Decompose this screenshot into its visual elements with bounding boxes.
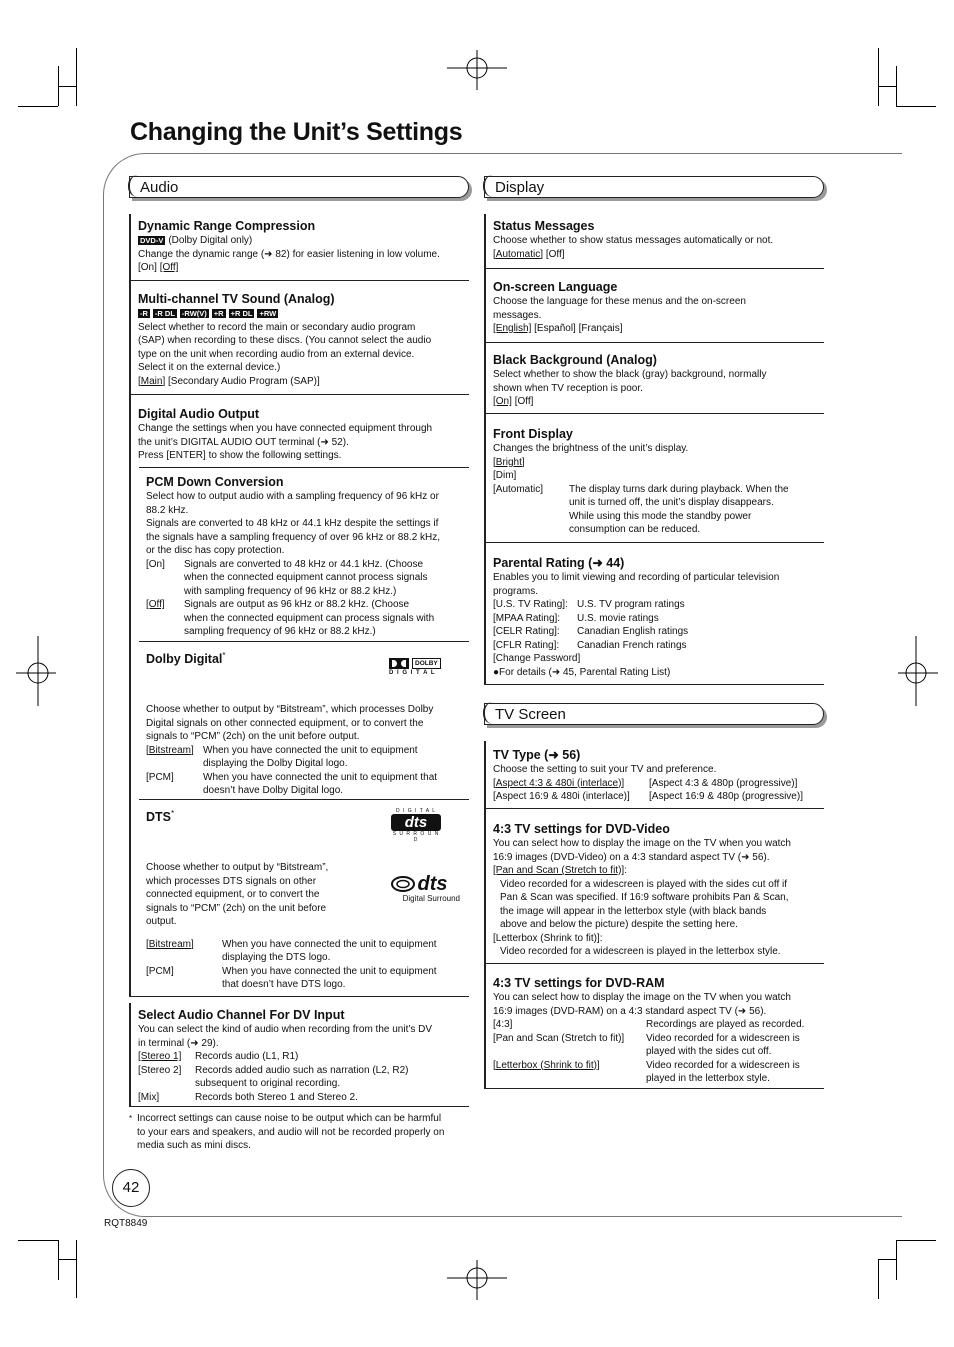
logo-text: D I G I T A L <box>389 670 436 676</box>
disc-badge: -RW(V) <box>181 309 207 318</box>
option-desc: Records added audio such as narration (L2, R2) <box>195 1064 409 1076</box>
setting-desc: Change the dynamic range (➜ 82) for easier listening in low volume. <box>138 248 440 260</box>
logo-text: DOLBY <box>412 658 441 669</box>
option-mpaa-rating: [MPAA Rating]: <box>493 612 561 624</box>
dolby-digital-logo <box>389 658 447 676</box>
logo-text: S U R R O U N D <box>392 831 440 843</box>
option-desc: with sampling frequency of 96 kHz or 88.2 kHz.) <box>184 585 397 597</box>
setting-dv-input <box>129 1003 469 1107</box>
setting-title: Digital Audio Output <box>138 407 260 421</box>
option-automatic: [Automatic] <box>493 248 544 260</box>
option-on: [On] <box>138 262 157 273</box>
option-sap: [Secondary Audio Program (SAP)] <box>168 375 320 387</box>
setting-43-dvd-video <box>484 809 824 964</box>
option-celr-rating: [CELR Rating]: <box>493 626 560 637</box>
setting-parental-rating <box>484 543 824 685</box>
footnote-mark: * <box>222 651 226 660</box>
option-desc: displaying the Dolby Digital logo. <box>203 758 348 770</box>
option-bitstream: [Bitstream] <box>146 938 194 950</box>
setting-status-messages <box>484 214 824 269</box>
option-desc: consumption can be reduced. <box>569 524 701 535</box>
option-desc: displaying the DTS logo. <box>222 952 331 964</box>
option-us-tv-rating: [U.S. TV Rating]: <box>493 599 568 610</box>
setting-desc: You can select the kind of audio when recording from the unit’s DV <box>138 1024 433 1035</box>
punctuation: : <box>624 865 627 876</box>
setting-desc: Choose the language for these menus and the on-screen <box>493 296 746 307</box>
setting-desc: shown when TV reception is poor. <box>493 382 643 394</box>
crop-mark <box>58 1240 59 1280</box>
option-mix: [Mix] <box>138 1091 160 1103</box>
crop-mark <box>76 48 77 106</box>
option-desc: The display turns dark during playback. When the <box>569 483 789 495</box>
crop-mark <box>896 1240 936 1241</box>
registration-mark <box>447 1260 507 1300</box>
option-desc: subsequent to original recording. <box>195 1078 341 1089</box>
option-main: [Main] <box>138 375 166 387</box>
option-automatic: [Automatic] <box>493 483 544 495</box>
option-off: [Off] <box>514 396 534 407</box>
section-header-display <box>484 176 824 198</box>
option-francais: [Français] <box>578 323 623 334</box>
disc-badge: +R DL <box>230 309 253 318</box>
option-on: [On] <box>493 396 512 407</box>
setting-dynamic-range <box>129 214 469 281</box>
option-desc: U.S. movie ratings <box>577 612 659 624</box>
setting-title: Dolby Digital <box>146 652 223 667</box>
option-desc: When you have connected the unit to equipment <box>203 744 418 756</box>
option-pcm: [PCM] <box>146 771 174 783</box>
page-title: Changing the Unit’s Settings <box>130 118 463 146</box>
option-on: [On] <box>146 558 165 570</box>
setting-desc: Change the settings when you have connected equipment through <box>138 423 433 434</box>
option-pan-scan: [Pan and Scan (Stretch to fit)] <box>493 865 625 876</box>
setting-desc: Press [ENTER] to show the following settings. <box>138 450 342 461</box>
setting-desc: Enables you to limit viewing and recording of particular television <box>493 572 780 583</box>
setting-desc: programs. <box>493 585 539 597</box>
disc-badge: -R <box>140 309 148 318</box>
setting-dts <box>139 799 469 997</box>
option-desc: Video recorded for a widescreen is <box>646 1059 800 1071</box>
crop-mark <box>896 66 897 106</box>
option-43: [4:3] <box>493 1019 513 1030</box>
setting-desc: Select whether to show the black (gray) background, normally <box>493 369 767 380</box>
setting-black-background <box>484 343 824 414</box>
option-letterbox: [Letterbox (Shrink to fit)]: <box>493 932 603 944</box>
option-desc: sampling frequency of 96 kHz or 88.2 kHz.) <box>184 626 376 637</box>
setting-title: Status Messages <box>493 219 595 233</box>
option-letterbox: [Letterbox (Shrink to fit)] <box>493 1059 600 1071</box>
option-desc: Canadian French ratings <box>577 639 687 651</box>
option-desc: Signals are output as 96 kHz or 88.2 kHz. (Choose <box>184 599 410 610</box>
option-desc: unit is turned off, the unit’s display disappears. <box>569 497 774 508</box>
section-header-audio <box>129 176 469 198</box>
setting-desc: the signals have a sampling frequency of over 96 kHz or 88.2 kHz, <box>146 531 441 543</box>
option-desc: above and below the picture) despite the setting here. <box>500 919 738 930</box>
option-desc: When you have connected the unit to equipment <box>222 938 437 950</box>
option-desc: Records both Stereo 1 and Stereo 2. <box>195 1091 358 1103</box>
disc-badge: DVD-V <box>140 236 164 245</box>
footnote-text: Incorrect settings can cause noise to be output which can be harmful <box>137 1113 442 1124</box>
crop-mark <box>878 48 879 106</box>
crop-mark <box>58 86 76 87</box>
crop-mark <box>878 1259 879 1299</box>
option-english: [English] <box>493 323 532 334</box>
option-aspect-43-480i: [Aspect 4:3 & 480i (interlace)] <box>493 777 625 789</box>
setting-dolby-digital <box>139 641 469 799</box>
option-desc: when the connected equipment cannot process signals <box>184 572 428 583</box>
setting-onscreen-language <box>484 269 824 343</box>
details-note: ●For details (➜ 45, Parental Rating List) <box>493 666 671 678</box>
setting-desc: the unit’s DIGITAL AUDIO OUT terminal (➜ 52). <box>138 436 349 448</box>
setting-desc: 16:9 images (DVD-Video) on a 4:3 standard aspect TV (➜ 56). <box>493 851 770 863</box>
option-cflr-rating: [CFLR Rating]: <box>493 639 560 651</box>
option-desc: doesn’t have Dolby Digital logo. <box>203 785 344 797</box>
setting-pcm-down-conversion <box>139 467 469 641</box>
section-title: TV Screen <box>495 706 566 723</box>
setting-desc: (SAP) when recording to these discs. (You cannot select the audio <box>138 335 432 346</box>
setting-desc: 88.2 kHz. <box>146 504 189 516</box>
setting-desc: Choose whether to show status messages automatically or not. <box>493 235 774 246</box>
logo-text: dts <box>391 814 441 831</box>
crop-mark <box>58 1259 76 1260</box>
setting-title: Black Background (Analog) <box>493 353 657 367</box>
setting-desc: You can select how to display the image on the TV when you watch <box>493 992 791 1003</box>
option-desc: U.S. TV program ratings <box>577 599 685 610</box>
setting-desc: which processes DTS signals on other <box>146 875 317 887</box>
option-pan-scan: [Pan and Scan (Stretch to fit)] <box>493 1032 625 1044</box>
setting-desc: or the disc has copy protection. <box>146 545 285 556</box>
option-aspect-169-480p: [Aspect 16:9 & 480p (progressive)] <box>649 791 803 802</box>
setting-desc: Digital signals on other connected equipment, or to convert the <box>146 717 424 729</box>
disc-badge: +RW <box>259 309 277 318</box>
option-off: [Off] <box>159 262 179 273</box>
section-title: Audio <box>140 179 179 196</box>
option-desc: Pan & Scan was specified. If 16:9 software prohibits Pan & Scan, <box>500 892 789 903</box>
setting-desc: Select it on the external device.) <box>138 362 281 373</box>
setting-desc: Signals are converted to 48 kHz or 44.1 kHz despite the settings if <box>146 518 439 529</box>
footnote-text: to your ears and speakers, and audio will not be recorded properly on <box>137 1126 445 1138</box>
option-desc: Recordings are played as recorded. <box>646 1019 805 1030</box>
section-header-tv-screen <box>484 703 824 725</box>
option-off: [Off] <box>545 248 565 260</box>
setting-desc: output. <box>146 916 177 928</box>
footnote <box>129 1112 474 1153</box>
option-desc: While using this mode the standby power <box>569 510 752 522</box>
setting-desc: type on the unit when recording audio from an external device. <box>138 348 415 360</box>
option-desc: when the connected equipment can process signals with <box>184 612 435 624</box>
setting-title: DTS <box>146 810 171 825</box>
option-desc: the image will appear in the letterbox style (with black bands <box>500 905 767 917</box>
setting-desc: messages. <box>493 309 542 321</box>
footnote-mark: * <box>129 1114 133 1123</box>
setting-title: Front Display <box>493 427 573 441</box>
crop-mark <box>878 86 896 87</box>
option-desc: Video recorded for a widescreen is <box>646 1032 800 1044</box>
option-change-password: [Change Password] <box>493 653 581 664</box>
registration-mark <box>447 50 507 90</box>
double-d-icon <box>389 658 409 669</box>
setting-title: Select Audio Channel For DV Input <box>138 1008 345 1022</box>
setting-43-dvd-ram <box>484 964 824 1089</box>
setting-title: 4:3 TV settings for DVD-Video <box>493 822 670 836</box>
footnote-text: media such as mini discs. <box>137 1140 251 1151</box>
section-title: Display <box>495 179 545 196</box>
option-desc: Canadian English ratings <box>577 626 689 637</box>
setting-title: Parental Rating (➜ 44) <box>493 556 625 570</box>
disc-icon <box>391 876 415 892</box>
dts-digital-surround-logo <box>391 808 441 843</box>
option-desc: When you have connected the unit to equipment <box>222 965 437 977</box>
option-desc: that doesn’t have DTS logo. <box>222 979 346 991</box>
option-desc: played with the sides cut off. <box>646 1046 772 1057</box>
option-bright: [Bright] <box>493 456 525 468</box>
setting-title: PCM Down Conversion <box>146 475 284 489</box>
option-dim: [Dim] <box>493 470 517 481</box>
option-bitstream: [Bitstream] <box>146 744 194 756</box>
setting-desc: Select whether to record the main or secondary audio program <box>138 321 416 333</box>
option-desc: Video recorded for a widescreen is played in the letterbox style. <box>500 946 781 957</box>
crop-mark <box>896 1240 897 1280</box>
logo-text: Digital Surround <box>402 894 460 903</box>
setting-desc: Choose whether to output by “Bitstream”, <box>146 862 329 874</box>
setting-title: Multi-channel TV Sound (Analog) <box>138 292 335 306</box>
page-number: 42 <box>112 1169 150 1207</box>
registration-mark <box>898 636 938 706</box>
option-pcm: [PCM] <box>146 965 174 977</box>
setting-desc: in terminal (➜ 29). <box>138 1037 219 1049</box>
setting-tv-type <box>484 741 824 809</box>
option-aspect-169-480i: [Aspect 16:9 & 480i (interlace)] <box>493 791 630 802</box>
footnote-mark: * <box>171 809 175 818</box>
option-stereo2: [Stereo 2] <box>138 1064 182 1076</box>
disc-badge: +R <box>213 309 224 318</box>
option-off: [Off] <box>146 599 165 610</box>
setting-title: 4:3 TV settings for DVD-RAM <box>493 976 665 990</box>
crop-mark <box>878 1259 896 1260</box>
setting-title: On-screen Language <box>493 280 618 294</box>
setting-desc: connected equipment, or to convert the <box>146 889 320 901</box>
dts-logo-icon <box>374 874 464 903</box>
setting-desc: signals to “PCM” (2ch) on the unit before <box>146 902 327 914</box>
crop-mark <box>76 1240 77 1298</box>
badge-note: (Dolby Digital only) <box>168 235 253 246</box>
option-desc: played in the letterbox style. <box>646 1073 770 1084</box>
setting-desc: Choose whether to output by “Bitstream”, which processes Dolby <box>146 704 434 716</box>
option-espanol: [Español] <box>534 323 576 334</box>
option-desc: Records audio (L1, R1) <box>195 1051 299 1062</box>
disc-badge: -R DL <box>154 309 175 318</box>
setting-desc: Changes the brightness of the unit’s display. <box>493 443 689 454</box>
setting-title: Dynamic Range Compression <box>138 219 316 233</box>
setting-desc: signals to “PCM” (2ch) on the unit before output. <box>146 731 360 743</box>
option-aspect-43-480p: [Aspect 4:3 & 480p (progressive)] <box>649 777 798 789</box>
registration-mark <box>16 636 56 706</box>
crop-mark <box>18 106 58 107</box>
option-stereo1: [Stereo 1] <box>138 1051 182 1062</box>
setting-multichannel-tv-sound <box>129 281 469 395</box>
setting-front-display <box>484 414 824 543</box>
setting-desc: Choose the setting to suit your TV and preference. <box>493 764 717 775</box>
setting-desc: Select how to output audio with a sampling frequency of 96 kHz or <box>146 491 439 502</box>
crop-mark <box>896 106 936 107</box>
option-desc: When you have connected the unit to equipment that <box>203 771 438 783</box>
setting-desc: You can select how to display the image on the TV when you watch <box>493 838 791 849</box>
option-desc: Video recorded for a widescreen is played with the sides cut off if <box>500 878 788 890</box>
document-code: RQT8849 <box>104 1218 148 1229</box>
logo-text: D I G I T A L <box>395 808 437 814</box>
logo-text: dts <box>417 873 448 895</box>
option-desc: Signals are converted to 48 kHz or 44.1 kHz. (Choose <box>184 558 424 570</box>
setting-desc: 16:9 images (DVD-RAM) on a 4:3 standard aspect TV (➜ 56). <box>493 1005 767 1017</box>
setting-title: TV Type (➜ 56) <box>493 748 581 762</box>
disc-badges <box>138 307 463 321</box>
crop-mark <box>18 1240 58 1241</box>
